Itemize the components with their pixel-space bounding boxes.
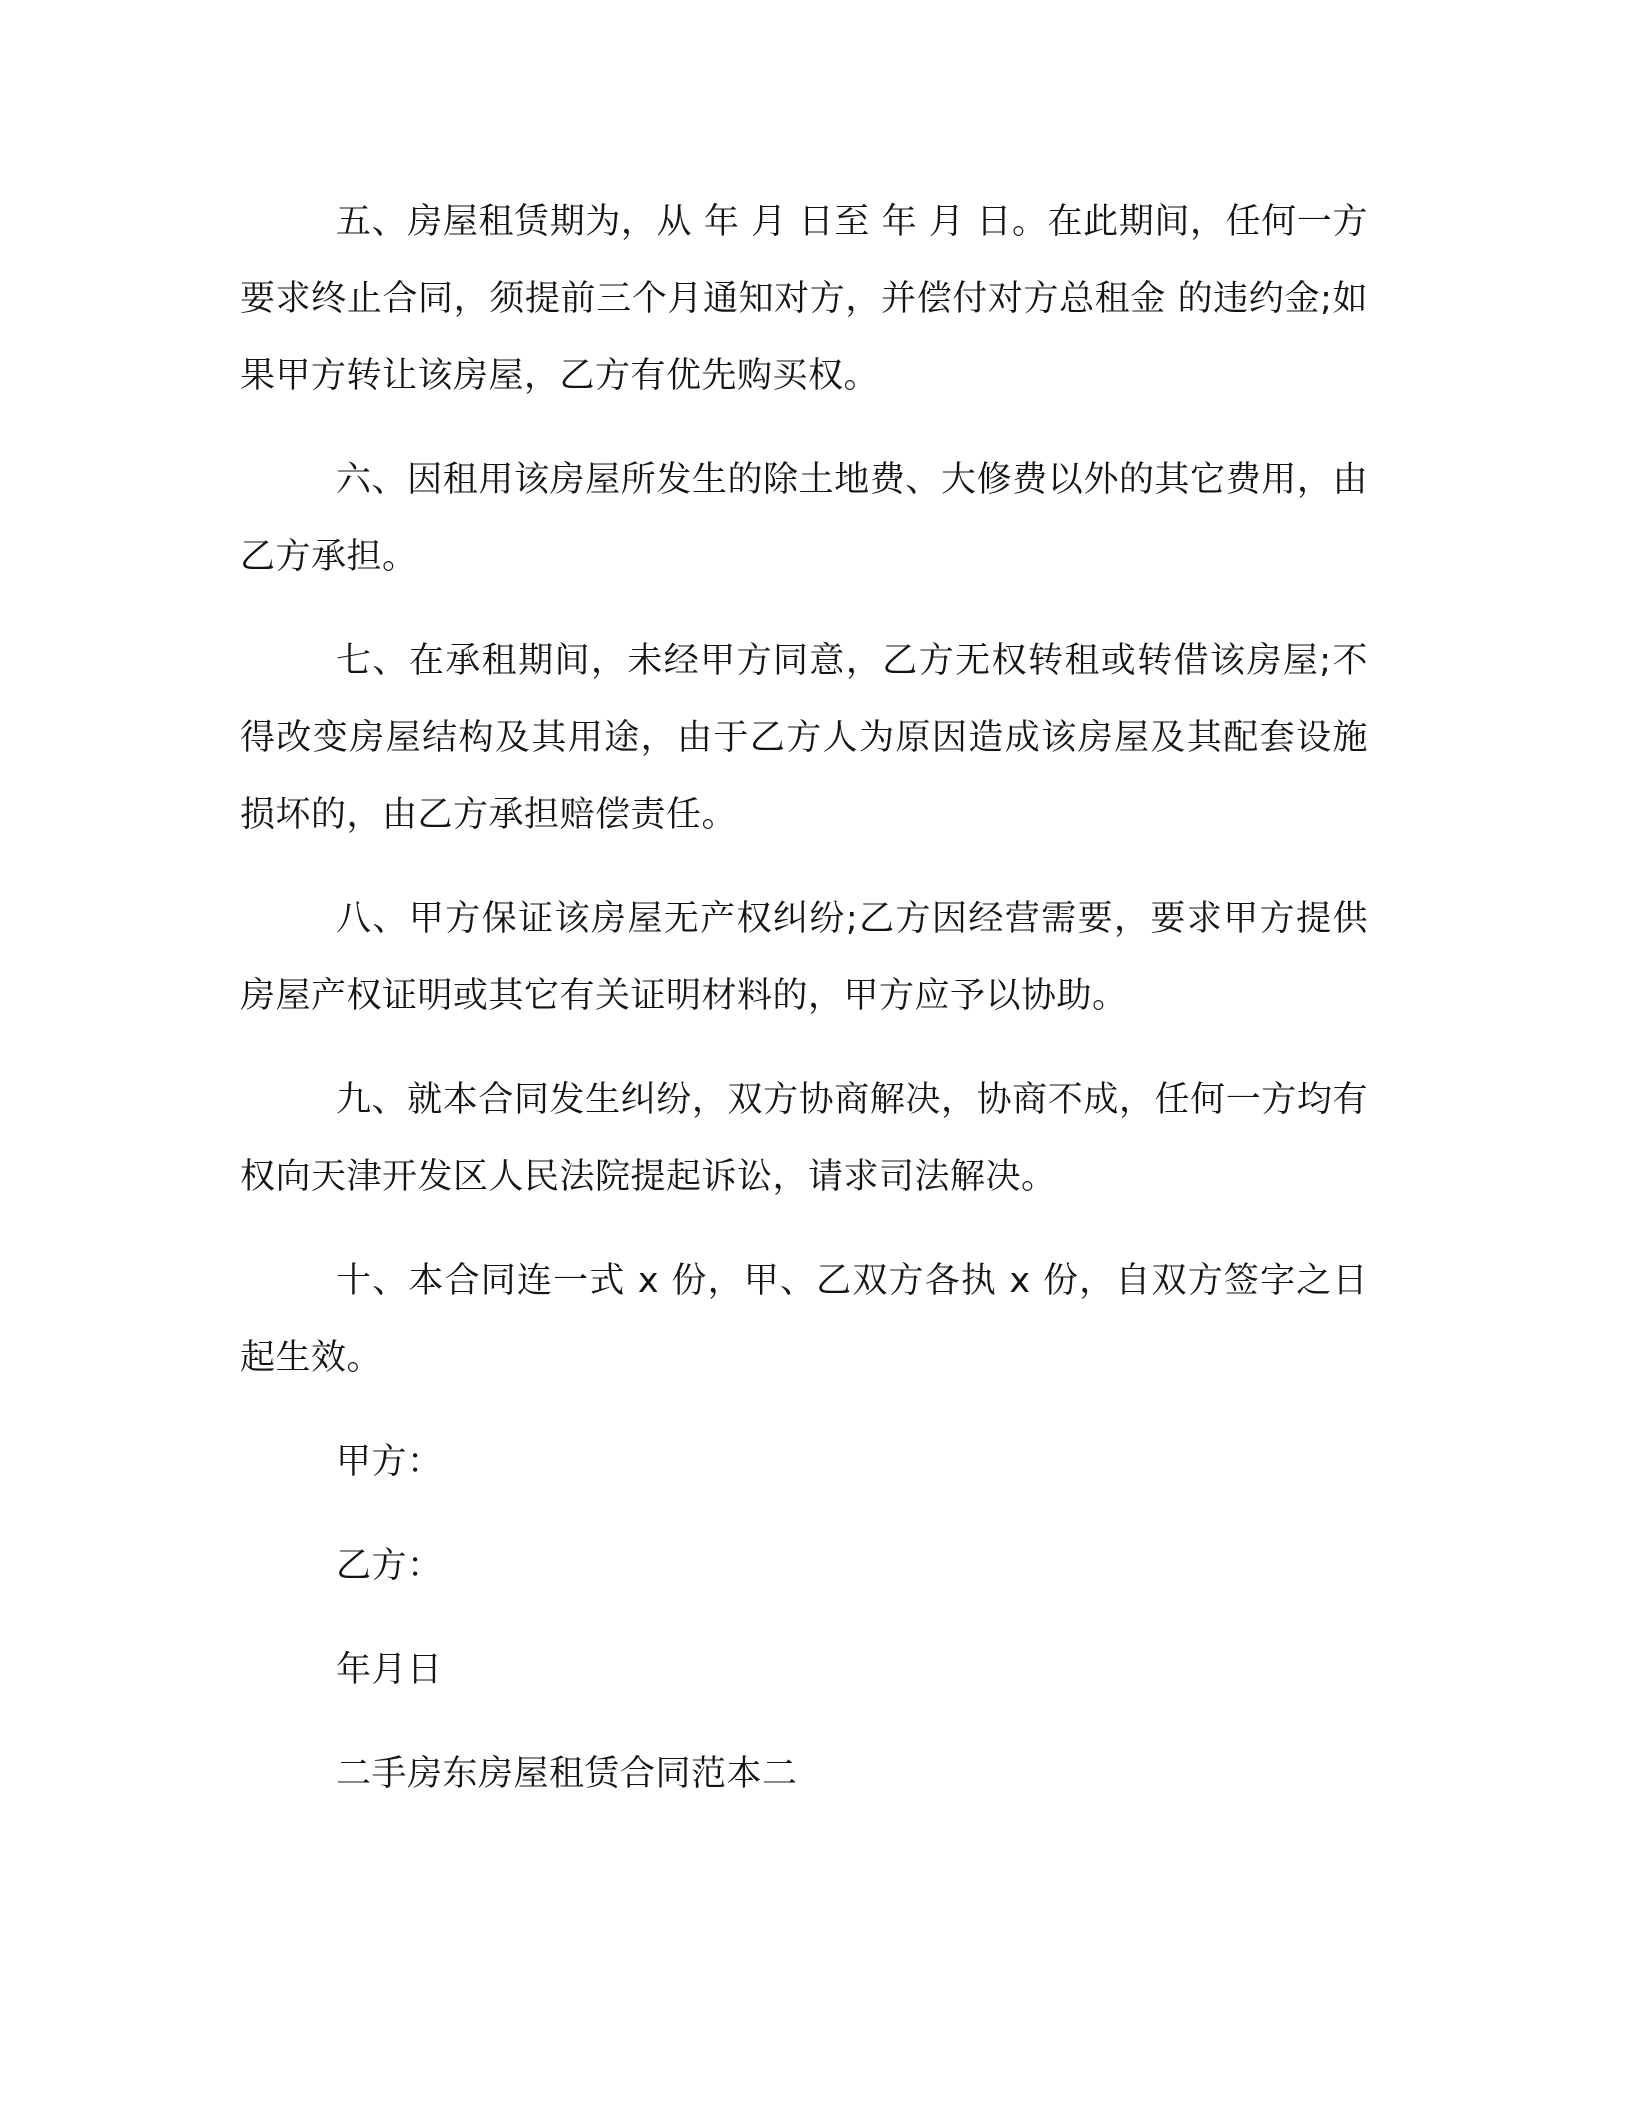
party-a-signature-label: 甲方：: [336, 1442, 443, 1482]
clause-7-paragraph: 七、在承租期间，未经甲方同意，乙方无权转租或转借该房屋;不得改变房屋结构及其用途，由于乙方人为原因造成该房屋及其配套设施损坏的，由乙方承担赔偿责任。: [240, 641, 1368, 835]
party-b-signature-label: 乙方：: [336, 1546, 443, 1586]
clause-8-paragraph: 八、甲方保证该房屋无产权纠纷;乙方因经营需要，要求甲方提供房屋产权证明或其它有关证明材料的，甲方应予以协助。: [240, 899, 1368, 1016]
clause-10-paragraph: 十、本合同连一式 x 份，甲、乙双方各执 x 份，自双方签字之日起生效。: [240, 1261, 1368, 1378]
signing-date-line: 年月日: [336, 1650, 443, 1690]
next-section-title: 二手房东房屋租赁合同范本二: [336, 1754, 798, 1794]
contract-body: [240, 184, 1368, 1840]
clause-9-paragraph: 九、就本合同发生纠纷，双方协商解决，协商不成，任何一方均有权向天津开发区人民法院提起诉讼，请求司法解决。: [240, 1080, 1368, 1197]
clause-6-paragraph: 六、因租用该房屋所发生的除土地费、大修费以外的其它费用，由乙方承担。: [240, 460, 1368, 577]
clause-5-paragraph: 五、房屋租赁期为，从 年 月 日至 年 月 日。在此期间，任何一方要求终止合同，须提前三个月通知对方，并偿付对方总租金 的违约金;如果甲方转让该房屋，乙方有优先购买权。: [240, 202, 1368, 396]
